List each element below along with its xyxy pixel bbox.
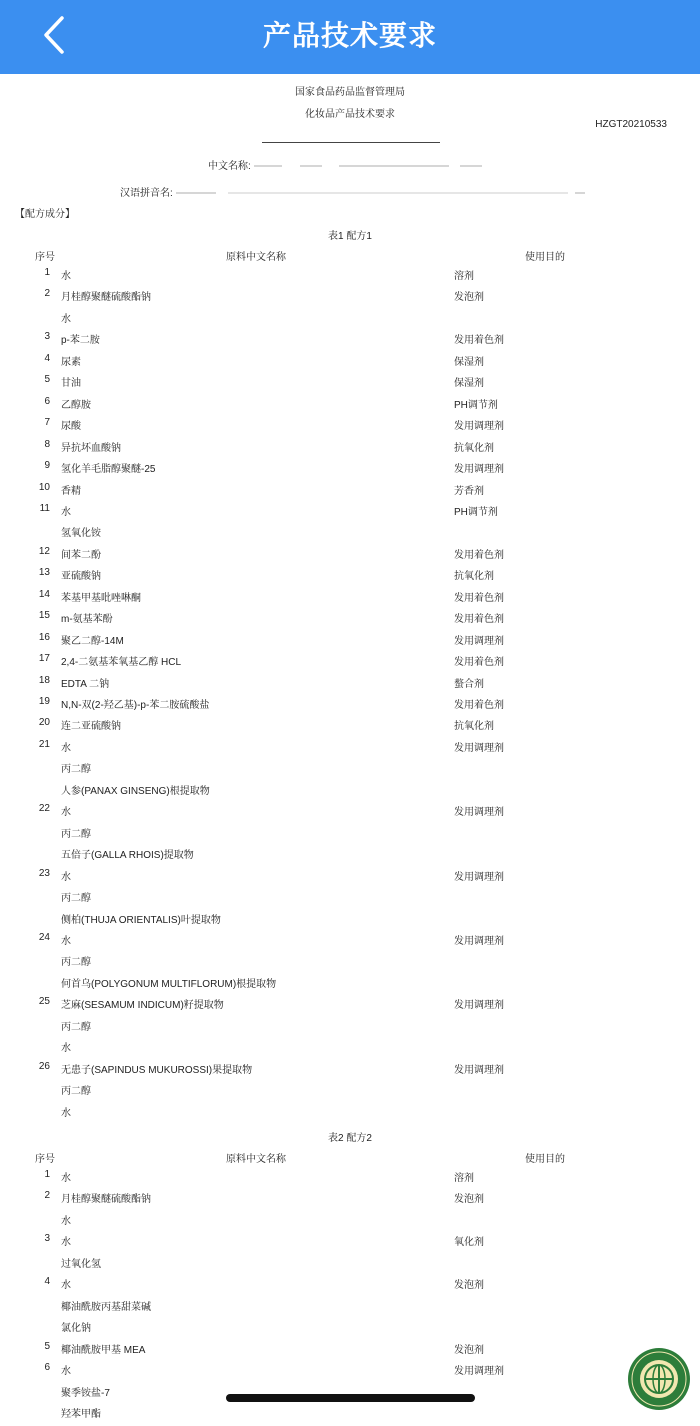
table-row <box>0 825 700 846</box>
ingredient-name: 五倍子(GALLA RHOIS)提取物 <box>61 850 194 862</box>
ingredient-name: 氢化羊毛脂醇聚醚-25 <box>61 464 156 476</box>
column-header-no: 序号 <box>35 1154 55 1165</box>
ingredient-purpose: 发用着色剂 <box>454 592 504 604</box>
redacted-text <box>339 165 449 167</box>
ingredient-name: 苯基甲基吡唑啉酮 <box>61 592 141 604</box>
row-number: 4 <box>44 352 50 364</box>
ingredient-name: 丙二醇 <box>61 957 91 969</box>
cn-name-row <box>208 157 482 172</box>
row-number: 9 <box>44 460 50 472</box>
ingredient-purpose: PH调节剂 <box>454 399 498 411</box>
ingredient-name: 氯化钠 <box>61 1323 91 1335</box>
row-number: 13 <box>38 567 50 579</box>
ingredient-purpose: 发用着色剂 <box>454 700 504 711</box>
ingredient-name: 丙二醇 <box>61 1086 91 1098</box>
ingredient-name: 水 <box>61 1366 71 1378</box>
table-row <box>0 953 700 974</box>
table-row <box>0 353 700 374</box>
table-row <box>0 632 700 653</box>
table-row <box>0 374 700 395</box>
table-row <box>0 1362 700 1383</box>
ingredient-purpose: 发用调理剂 <box>454 742 504 754</box>
row-number: 16 <box>38 631 50 643</box>
formula-heading: 【配方成分】 <box>15 209 75 220</box>
column-header-name: 原料中文名称 <box>226 1154 286 1165</box>
column-header-name: 原料中文名称 <box>226 252 286 263</box>
ingredient-name: EDTA 二钠 <box>61 678 110 690</box>
ingredient-purpose: 保湿剂 <box>454 356 484 368</box>
ingredient-name: 椰油酰胺甲基 MEA <box>61 1344 146 1356</box>
redacted-text <box>460 165 482 167</box>
ingredient-name: 水 <box>61 935 71 947</box>
ingredient-name: 丙二醇 <box>61 1021 91 1033</box>
ingredient-purpose: 发用调理剂 <box>454 421 504 433</box>
row-number: 22 <box>38 803 50 815</box>
row-number: 19 <box>38 696 50 707</box>
page-title: 产品技术要求 <box>262 20 437 51</box>
ingredient-purpose: 发用调理剂 <box>454 1366 504 1378</box>
table-row <box>0 696 700 717</box>
table-row <box>0 1039 700 1060</box>
home-indicator[interactable] <box>226 1394 475 1402</box>
pinyin-label: 汉语拼音名: <box>120 188 173 199</box>
ingredient-purpose: 溶剂 <box>454 1173 474 1184</box>
row-number: 2 <box>44 288 50 300</box>
table-row <box>0 868 700 889</box>
ingredient-name: 间苯二酚 <box>61 549 101 561</box>
table-row <box>0 439 700 460</box>
table-row <box>0 1233 700 1254</box>
ingredient-name: 聚乙二醇-14M <box>61 635 124 647</box>
table-row <box>0 911 700 932</box>
ingredient-purpose: 发用调理剂 <box>454 935 504 947</box>
agency-name: 国家食品药品监督管理局 <box>295 87 405 98</box>
row-number: 17 <box>38 653 50 665</box>
row-number: 26 <box>38 1060 50 1072</box>
table-row <box>0 567 700 588</box>
app-header <box>0 0 700 74</box>
row-number: 7 <box>44 417 50 429</box>
ingredient-name: 水 <box>61 742 71 754</box>
ingredient-name: 水 <box>61 871 71 883</box>
ingredient-name: 2,4-二氨基苯氧基乙醇 HCL <box>61 657 182 669</box>
table-row <box>0 846 700 867</box>
table-row <box>0 1405 700 1426</box>
row-number: 18 <box>38 674 50 686</box>
row-number: 4 <box>44 1276 50 1288</box>
row-number: 6 <box>44 395 50 407</box>
ingredient-name: N,N-双(2-羟乙基)-p-苯二胺硫酸盐 <box>61 700 210 711</box>
table-row <box>0 675 700 696</box>
ingredient-purpose: 发用调理剂 <box>454 635 504 647</box>
table-row <box>0 1319 700 1340</box>
ingredient-purpose: 发泡剂 <box>454 1194 484 1206</box>
ingredient-name: 水 <box>61 1237 71 1249</box>
title-rule <box>262 142 440 143</box>
table-row <box>0 610 700 631</box>
ingredient-name: 人参(PANAX GINSENG)根提取物 <box>61 785 210 797</box>
ingredient-purpose: 发用调理剂 <box>454 1000 504 1012</box>
ingredient-name: 何首乌(POLYGONUM MULTIFLORUM)根提取物 <box>61 978 277 990</box>
table-row <box>0 1341 700 1362</box>
ingredient-purpose: 发用调理剂 <box>454 871 504 883</box>
row-number: 5 <box>44 374 50 386</box>
ingredient-name: 水 <box>61 1173 71 1184</box>
ingredient-name: 尿素 <box>61 356 81 368</box>
ingredient-name: 月桂醇聚醚硫酸酯钠 <box>61 1194 151 1206</box>
row-number: 5 <box>44 1340 50 1352</box>
ingredient-purpose: 芳香剂 <box>454 485 484 497</box>
ingredient-name: 水 <box>61 313 71 325</box>
ingredient-purpose: 发用着色剂 <box>454 549 504 561</box>
table-row <box>0 1082 700 1103</box>
ingredient-name: 聚季铵盐-7 <box>61 1387 110 1399</box>
ingredient-purpose: 发用着色剂 <box>454 614 504 626</box>
table-row <box>0 396 700 417</box>
table-row <box>0 1104 700 1125</box>
table-row <box>0 331 700 352</box>
ingredient-name: 乙醇胺 <box>61 399 91 411</box>
ingredient-name: 尿酸 <box>61 421 81 433</box>
row-number: 3 <box>44 1233 50 1245</box>
table-row <box>0 310 700 331</box>
row-number: 15 <box>38 610 50 622</box>
table-row <box>0 1276 700 1297</box>
row-number: 24 <box>38 931 50 943</box>
table-row <box>0 482 700 503</box>
ingredient-name: m-氨基苯酚 <box>61 614 113 626</box>
row-number: 12 <box>38 545 50 557</box>
table-row <box>0 1018 700 1039</box>
row-number: 11 <box>39 502 50 514</box>
ingredient-purpose: 发泡剂 <box>454 1344 484 1356</box>
table-row <box>0 288 700 309</box>
ingredient-name: 水 <box>61 506 71 518</box>
ingredient-name: 香精 <box>61 485 81 497</box>
table-title: 表1 配方1 <box>328 231 372 242</box>
ingredient-name: 丙二醇 <box>61 893 91 905</box>
ingredient-name: 丙二醇 <box>61 764 91 776</box>
ingredient-name: 水 <box>61 271 71 282</box>
table-row <box>0 1212 700 1233</box>
row-number: 8 <box>44 438 50 450</box>
row-number: 25 <box>38 996 50 1008</box>
doc-subtitle: 化妆品产品技术要求 <box>305 109 395 120</box>
ingredient-name: 亚硫酸钠 <box>61 571 101 583</box>
ingredient-purpose: 溶剂 <box>454 271 474 282</box>
ingredient-name: 水 <box>61 807 71 819</box>
ingredient-name: 水 <box>61 1043 71 1055</box>
redacted-text <box>228 192 568 194</box>
table-row <box>0 1255 700 1276</box>
ingredient-purpose: 抗氧化剂 <box>454 442 494 454</box>
table-row <box>0 975 700 996</box>
table-row <box>0 503 700 524</box>
ingredient-name: 无患子(SAPINDUS MUKUROSSI)果提取物 <box>61 1064 253 1076</box>
table-row <box>0 524 700 545</box>
table-row <box>0 589 700 610</box>
table-row <box>0 1298 700 1319</box>
ingredient-name: 丙二醇 <box>61 828 91 840</box>
table-row <box>0 460 700 481</box>
ingredient-name: 氢氧化铵 <box>61 528 101 540</box>
row-number: 23 <box>38 867 50 879</box>
redacted-text <box>176 192 216 194</box>
table-row <box>0 782 700 803</box>
ingredient-purpose: 发泡剂 <box>454 292 484 304</box>
ingredient-purpose: 抗氧化剂 <box>454 571 494 583</box>
table-row <box>0 417 700 438</box>
ingredient-name: 月桂醇聚醚硫酸酯钠 <box>61 292 151 304</box>
table-row <box>0 996 700 1017</box>
table-row <box>0 1061 700 1082</box>
column-header-purpose: 使用目的 <box>525 252 565 263</box>
doc-code: HZGT20210533 <box>595 119 667 130</box>
ingredient-name: 甘油 <box>61 378 81 390</box>
column-header-no: 序号 <box>35 252 55 263</box>
table-row <box>0 739 700 760</box>
row-number: 1 <box>44 1169 50 1180</box>
table-row <box>0 1190 700 1211</box>
row-number: 20 <box>38 717 50 729</box>
table-row <box>0 653 700 674</box>
ingredient-name: 椰油酰胺丙基甜菜碱 <box>61 1301 151 1313</box>
ingredient-purpose: 发用调理剂 <box>454 807 504 819</box>
ingredient-name: 芝麻(SESAMUM INDICUM)籽提取物 <box>61 1000 224 1012</box>
row-number: 21 <box>38 738 50 750</box>
cn-name-label: 中文名称: <box>208 161 251 172</box>
ingredient-name: 侧柏(THUJA ORIENTALIS)叶提取物 <box>61 914 221 926</box>
ingredient-purpose: 发用着色剂 <box>454 335 504 347</box>
ingredient-purpose: 保湿剂 <box>454 378 484 390</box>
ingredient-name: 水 <box>61 1107 71 1119</box>
row-number: 1 <box>44 267 50 278</box>
ingredient-name: 过氧化氢 <box>61 1258 101 1270</box>
agency-seal-badge <box>628 1348 690 1410</box>
row-number: 10 <box>38 481 50 493</box>
table-row <box>0 760 700 781</box>
column-header-purpose: 使用目的 <box>525 1154 565 1165</box>
ingredient-name: 水 <box>61 1215 71 1227</box>
table-row <box>0 267 700 288</box>
ingredient-purpose: 发用着色剂 <box>454 657 504 669</box>
ingredient-purpose: PH调节剂 <box>454 506 498 518</box>
ingredient-name: 连二亚硫酸钠 <box>61 721 121 733</box>
row-number: 6 <box>44 1362 50 1374</box>
table-title: 表2 配方2 <box>328 1133 372 1144</box>
table-row <box>0 932 700 953</box>
row-number: 14 <box>38 588 50 600</box>
ingredient-purpose: 发泡剂 <box>454 1280 484 1292</box>
ingredient-purpose: 发用调理剂 <box>454 1064 504 1076</box>
ingredient-purpose: 氧化剂 <box>454 1237 484 1249</box>
ingredient-purpose: 螯合剂 <box>454 678 484 690</box>
pinyin-row <box>120 184 585 199</box>
seal-emblem-icon <box>628 1348 690 1410</box>
ingredient-name: 异抗坏血酸钠 <box>61 442 121 454</box>
ingredient-name: 水 <box>61 1280 71 1292</box>
table-row <box>0 889 700 910</box>
row-number: 2 <box>44 1190 50 1202</box>
redacted-text <box>254 165 282 167</box>
ingredient-name: p-苯二胺 <box>61 335 100 347</box>
table-row <box>0 717 700 738</box>
table-row <box>0 803 700 824</box>
redacted-text <box>575 192 585 194</box>
table-row <box>0 1169 700 1190</box>
ingredient-name: 羟苯甲酯 <box>61 1408 101 1420</box>
ingredient-purpose: 抗氧化剂 <box>454 721 494 733</box>
redacted-text <box>300 165 322 167</box>
row-number: 3 <box>44 331 50 343</box>
ingredient-purpose: 发用调理剂 <box>454 464 504 476</box>
table-row <box>0 546 700 567</box>
